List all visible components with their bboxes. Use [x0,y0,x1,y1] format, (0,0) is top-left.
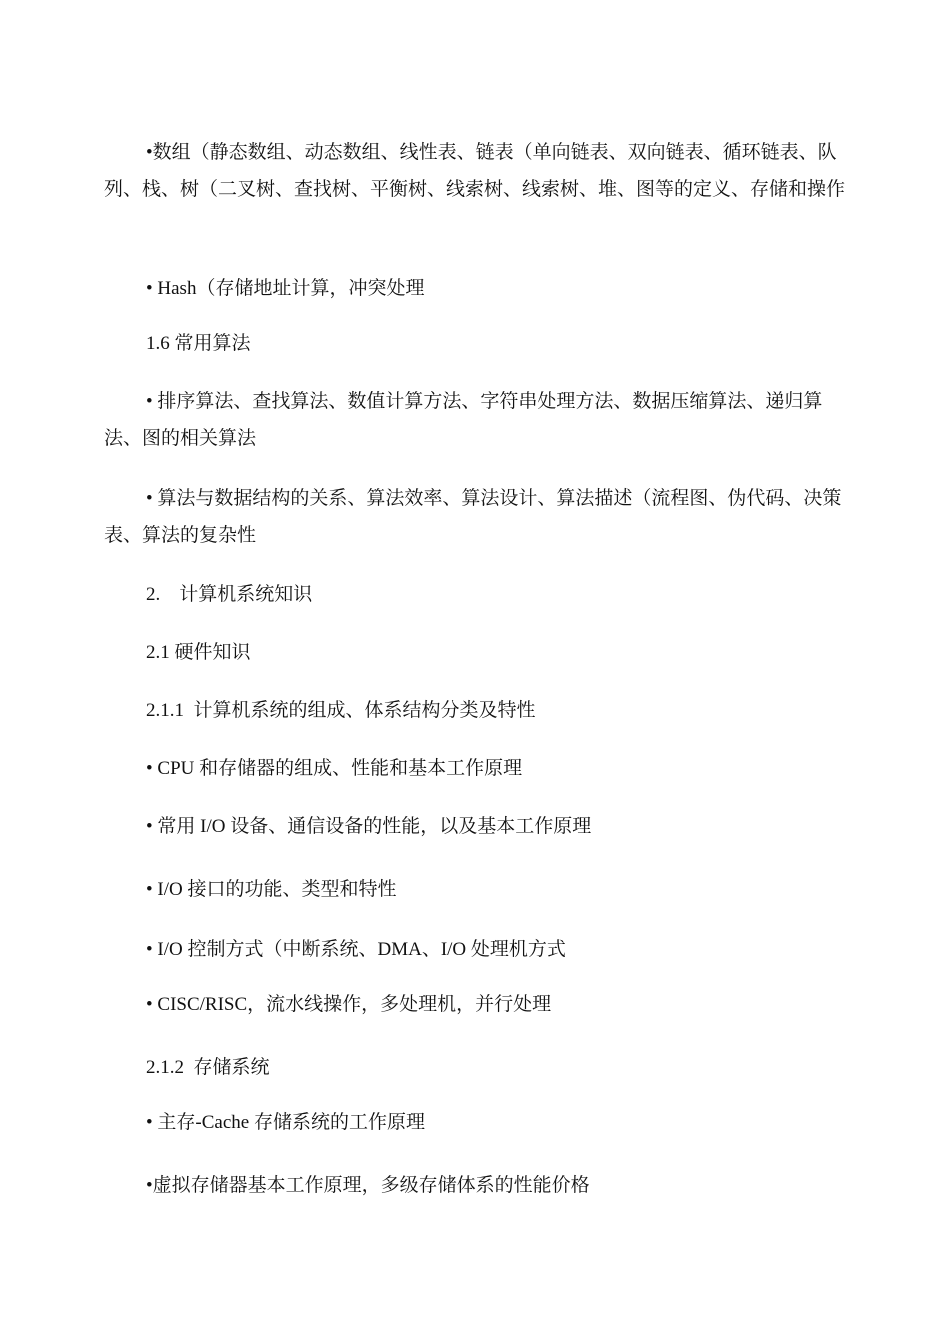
paragraph-hash: • Hash（存储地址计算，冲突处理 [146,278,425,299]
heading-system-composition: 2.1.1 计算机系统的组成、体系结构分类及特性 [146,700,536,721]
paragraph-algorithm-design: • 算法与数据结构的关系、算法效率、算法设计、算法描述（流程图、伪代码、决策表、算法的复杂性 [104,488,842,546]
paragraph-algorithm-types: • 排序算法、查找算法、数值计算方法、字符串处理方法、数据压缩算法、递归算法、图的相关算法 [104,391,823,449]
paragraph-virtual-memory: •虚拟存储器基本工作原理，多级存储体系的性能价格 [146,1175,590,1196]
heading-storage-system: 2.1.2 存储系统 [146,1057,270,1078]
paragraph-io-devices: • 常用 I/O 设备、通信设备的性能，以及基本工作原理 [146,816,592,837]
paragraph-cisc-risc: • CISC/RISC，流水线操作，多处理机，并行处理 [146,994,552,1015]
paragraph-cache: • 主存-Cache 存储系统的工作原理 [146,1112,425,1133]
paragraph-io-interface: • I/O 接口的功能、类型和特性 [146,879,397,900]
paragraph-data-structures: •数组（静态数组、动态数组、线性表、链表（单向链表、双向链表、循环链表、队列、栈、树（二叉树、查找树、平衡树、线索树、线索树、堆、图等的定义、存储和操作 [104,142,846,200]
heading-computer-system-knowledge: 2. 计算机系统知识 [146,584,313,605]
heading-common-algorithms: 1.6 常用算法 [146,333,251,354]
paragraph-io-control: • I/O 控制方式（中断系统、DMA、I/O 处理机方式 [146,939,566,960]
paragraph-cpu-memory: • CPU 和存储器的组成、性能和基本工作原理 [146,758,523,779]
heading-hardware-knowledge: 2.1 硬件知识 [146,642,251,663]
